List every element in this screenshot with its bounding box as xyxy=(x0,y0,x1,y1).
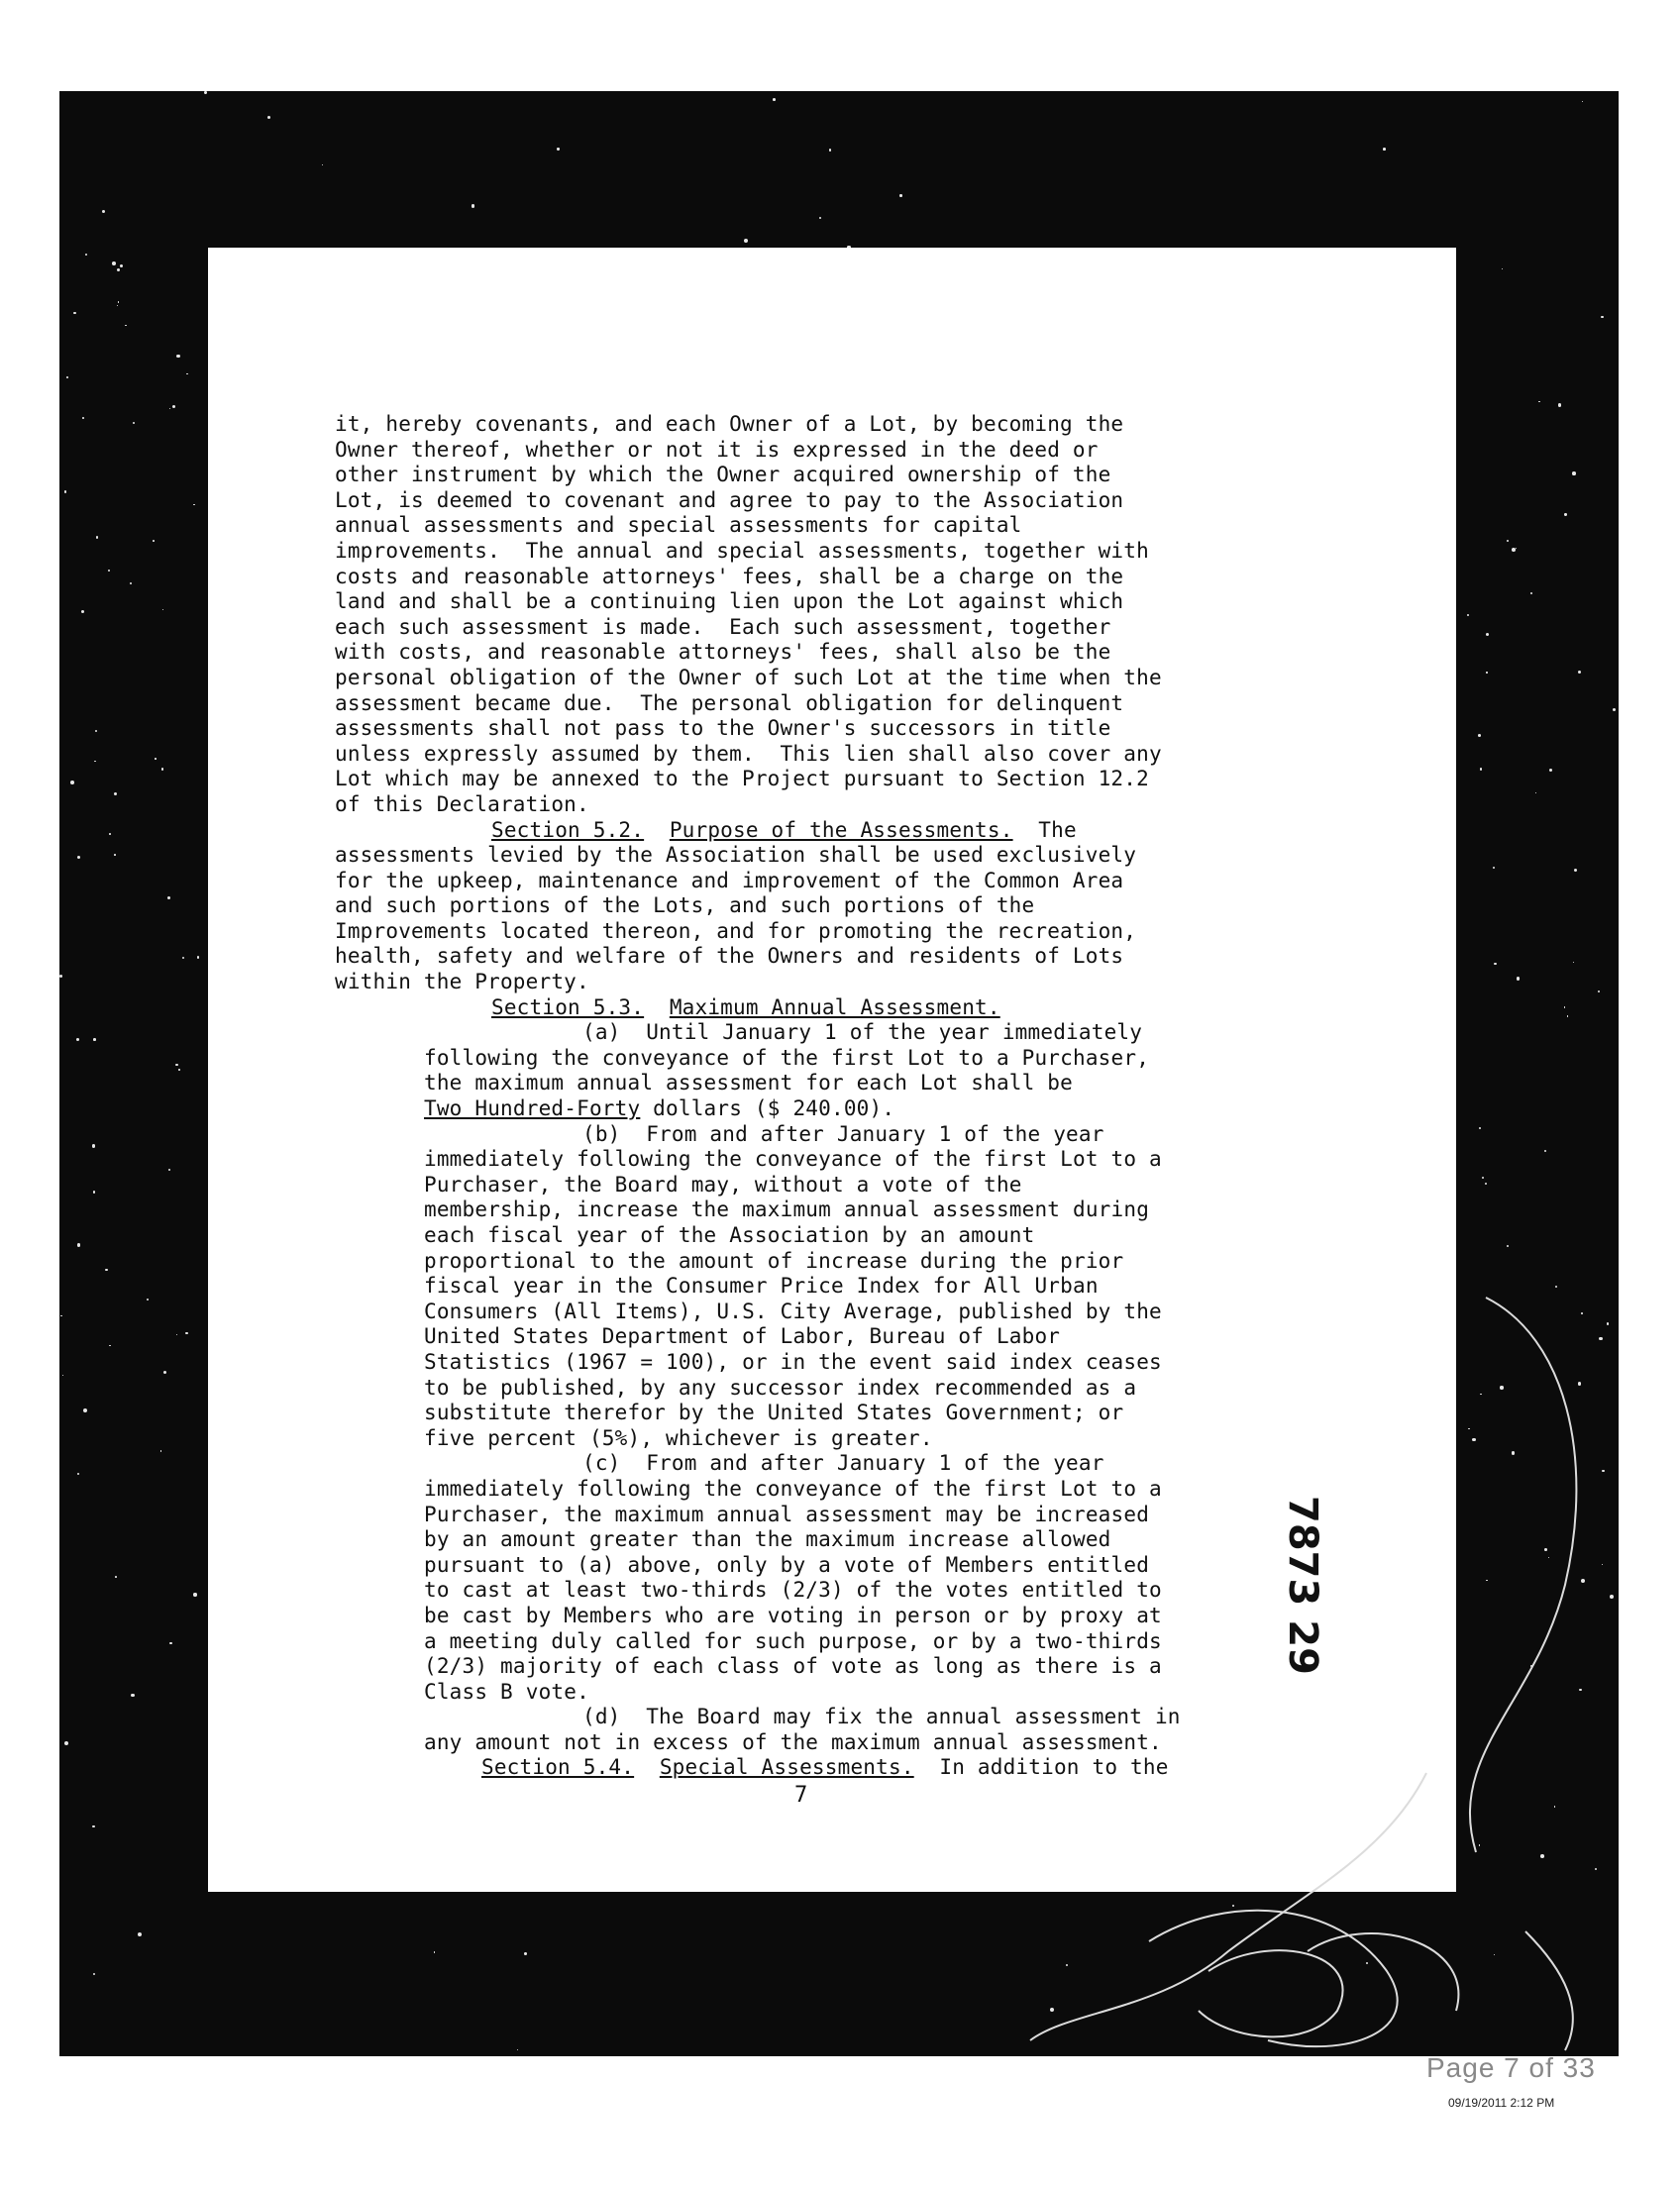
text-run: for the upkeep, maintenance and improvement of the Common Area xyxy=(335,868,1124,892)
scan-speck xyxy=(77,1473,79,1475)
text-run: any amount not in excess of the maximum annual assessment. xyxy=(424,1729,1162,1754)
scan-speck xyxy=(73,312,75,314)
section-5-2-line xyxy=(335,843,1325,869)
text-run: costs and reasonable attorneys' fees, shall be a charge on the xyxy=(335,564,1124,588)
text-run: each such assessment is made. Each such assessment, together xyxy=(335,614,1111,639)
scan-speck xyxy=(115,1576,117,1578)
margin-stamp xyxy=(1280,1496,1365,1733)
scan-speck xyxy=(83,1408,87,1412)
scan-speck xyxy=(77,1243,80,1246)
body-line xyxy=(335,513,1325,539)
para-b-line xyxy=(335,1274,1325,1300)
para-c-line xyxy=(335,1629,1325,1655)
scan-speck xyxy=(1598,990,1600,992)
text-run: immediately following the conveyance of the first Lot to a xyxy=(424,1147,1162,1172)
scan-speck xyxy=(1486,633,1489,636)
text-run: (c) From and after January 1 of the year xyxy=(582,1451,1104,1476)
para-b-line xyxy=(335,1173,1325,1198)
scan-speck xyxy=(322,164,323,165)
text-run: Lot, is deemed to covenant and agree to pay to the Association xyxy=(335,487,1124,512)
scan-speck xyxy=(133,422,135,424)
scan-speck xyxy=(1578,671,1582,675)
para-a-line xyxy=(335,1071,1325,1096)
scan-speck xyxy=(1467,614,1469,616)
scan-speck xyxy=(1564,1006,1565,1007)
scan-speck xyxy=(1485,1183,1487,1185)
scan-speck xyxy=(1530,592,1532,594)
body-line xyxy=(335,742,1325,768)
text-run: The xyxy=(1038,817,1077,842)
text-run: the maximum annual assessment for each Lot shall be xyxy=(424,1071,1073,1095)
body-line xyxy=(335,565,1325,590)
scan-speck xyxy=(434,1951,436,1953)
section-5-2-line xyxy=(335,944,1325,970)
footer-page-label: Page 7 of 33 xyxy=(1426,2052,1596,2083)
scan-speck xyxy=(82,417,84,419)
text-run: of this Declaration. xyxy=(335,791,589,816)
scan-speck xyxy=(744,239,748,243)
text-run: it, hereby covenants, and each Owner of a Lot, by becoming the xyxy=(335,412,1124,436)
text-run: (d) The Board may fix the annual assessment in xyxy=(582,1705,1181,1729)
scan-speck xyxy=(1601,316,1603,318)
text-run: fiscal year in the Consumer Price Index for All Urban xyxy=(424,1274,1099,1299)
text-run: dollars ($ 240.00). xyxy=(640,1096,895,1121)
text-run: assessment became due. The personal obligation for delinquent xyxy=(335,690,1124,715)
text-run: to cast at least two-thirds (2/3) of the votes entitled to xyxy=(424,1578,1162,1603)
scan-speck xyxy=(62,1375,64,1377)
body-line xyxy=(335,539,1325,565)
scan-speck xyxy=(130,582,132,584)
scan-speck xyxy=(117,268,120,271)
scan-speck xyxy=(1383,148,1386,151)
scan-speck xyxy=(93,1191,95,1193)
para-c-line xyxy=(335,1654,1325,1680)
scan-speck xyxy=(153,540,155,542)
text-run: (a) Until January 1 of the year immediately xyxy=(582,1020,1143,1045)
scan-speck xyxy=(175,1064,177,1066)
scan-speck xyxy=(1516,548,1517,549)
scan-speck xyxy=(1507,1245,1509,1247)
section-5-2-line xyxy=(335,919,1325,945)
text-run: within the Property. xyxy=(335,970,589,994)
scan-speck xyxy=(1544,1150,1546,1152)
margin-stamp-text: 7873 29 xyxy=(1280,1496,1325,1675)
text-run: assessments levied by the Association shall be used exclusively xyxy=(335,843,1137,868)
scan-speck xyxy=(64,490,67,493)
scan-speck xyxy=(1558,403,1561,406)
text-run: substitute therefor by the United States Government; or xyxy=(424,1401,1124,1425)
scan-speck xyxy=(161,768,163,770)
para-c-line xyxy=(335,1527,1325,1553)
text-run: to be published, by any successor index recommended as a xyxy=(424,1375,1137,1400)
body-line xyxy=(335,767,1325,792)
scan-speck xyxy=(557,148,559,150)
page-number: 7 xyxy=(794,1783,808,1808)
text-run: health, safety and welfare of the Owners and residents of Lots xyxy=(335,944,1124,969)
scan-speck xyxy=(125,325,126,326)
scan-speck xyxy=(197,956,199,958)
scan-speck xyxy=(77,856,80,859)
scan-speck xyxy=(117,305,118,306)
scan-speck xyxy=(70,781,74,784)
para-c-line xyxy=(335,1680,1325,1706)
scan-speck xyxy=(1507,540,1509,542)
scan-speck xyxy=(147,1299,149,1301)
scan-speck xyxy=(176,355,179,358)
scan-speck xyxy=(155,758,157,760)
para-b-line xyxy=(335,1350,1325,1376)
para-b-line xyxy=(335,1147,1325,1173)
underlined-text: Maximum Annual Assessment. xyxy=(669,994,1000,1019)
body-line xyxy=(335,438,1325,464)
scan-speck xyxy=(1613,708,1616,711)
scan-speck xyxy=(94,761,96,763)
text-run: be cast by Members who are voting in person or by proxy at xyxy=(424,1603,1162,1627)
scan-speck xyxy=(1478,734,1481,737)
body-line xyxy=(335,615,1325,641)
scan-speck xyxy=(899,194,901,196)
body-line xyxy=(335,412,1325,438)
scan-speck xyxy=(472,204,474,207)
scan-speck xyxy=(92,1144,95,1147)
para-c-line xyxy=(335,1604,1325,1629)
underlined-text: Special Assessments. xyxy=(659,1755,914,1780)
footer-timestamp: 09/19/2011 2:12 PM xyxy=(1448,2096,1555,2110)
para-b-line xyxy=(335,1223,1325,1249)
text-run: five percent (5%), whichever is greater. xyxy=(424,1425,933,1450)
scan-speck xyxy=(118,301,120,303)
scan-speck xyxy=(1493,867,1495,869)
para-c-line xyxy=(335,1477,1325,1503)
scan-speck xyxy=(1610,1595,1614,1599)
scan-speck xyxy=(1582,101,1583,102)
para-b-first xyxy=(335,1122,1325,1148)
body-line xyxy=(335,691,1325,717)
scan-speck xyxy=(172,405,175,408)
scan-speck xyxy=(131,1694,135,1698)
text-run: United States Department of Labor, Bureau of Labor xyxy=(424,1324,1061,1349)
scan-speck xyxy=(186,373,187,374)
text-run: In addition to the xyxy=(939,1755,1169,1780)
scan-speck xyxy=(95,730,97,732)
para-b-line xyxy=(335,1324,1325,1350)
scan-speck xyxy=(59,975,62,978)
underlined-text: Section 5.2. xyxy=(491,817,645,842)
scan-speck xyxy=(185,1332,188,1335)
para-d-line xyxy=(335,1730,1325,1756)
scan-speck xyxy=(138,1932,142,1936)
para-a-amount xyxy=(335,1096,1325,1122)
scan-speck xyxy=(176,1334,177,1335)
text-run: following the conveyance of the first Lot to a Purchaser, xyxy=(424,1045,1150,1070)
para-c-line xyxy=(335,1578,1325,1604)
scan-speck xyxy=(524,1952,527,1955)
body-line xyxy=(335,463,1325,488)
scan-speck xyxy=(517,2049,518,2050)
text-run: with costs, and reasonable attorneys' fees, shall also be the xyxy=(335,640,1111,665)
text-run: (b) From and after January 1 of the year xyxy=(582,1121,1104,1146)
scan-speck xyxy=(1494,963,1496,965)
scan-speck xyxy=(1479,1127,1481,1129)
scan-speck xyxy=(169,1642,172,1645)
scan-speck xyxy=(1502,268,1503,269)
scan-speck xyxy=(163,1371,166,1374)
text-run: Statistics (1967 = 100), or in the event said index ceases xyxy=(424,1349,1162,1374)
scan-speck xyxy=(93,1038,96,1041)
scan-speck xyxy=(114,792,117,795)
scan-speck xyxy=(204,91,206,93)
scan-speck xyxy=(1574,869,1577,872)
scan-speck xyxy=(162,609,163,610)
para-b-line xyxy=(335,1426,1325,1452)
text-run: Owner thereof, whether or not it is expressed in the deed or xyxy=(335,437,1099,462)
body-line xyxy=(335,792,1325,818)
para-a-line xyxy=(335,1046,1325,1072)
body-line xyxy=(335,716,1325,742)
text-run: each fiscal year of the Association by an amount xyxy=(424,1223,1035,1247)
scan-speck xyxy=(1573,962,1574,963)
section-5-2-line xyxy=(335,970,1325,995)
scan-speck xyxy=(1538,401,1540,403)
body-line xyxy=(335,488,1325,514)
underlined-text: Two Hundred-Forty xyxy=(424,1096,641,1121)
para-d-first xyxy=(335,1705,1325,1730)
body-line xyxy=(335,640,1325,666)
scan-speck xyxy=(1482,1177,1484,1179)
scan-speck xyxy=(102,210,105,213)
text-run: Improvements located thereon, and for promoting the recreation, xyxy=(335,918,1137,943)
scan-speck xyxy=(182,957,184,959)
scan-speck xyxy=(114,854,116,856)
scan-speck xyxy=(1549,769,1552,772)
text-run: a meeting duly called for such purpose, or by a two-thirds xyxy=(424,1628,1162,1653)
text-run: Purchaser, the maximum annual assessment may be increased xyxy=(424,1502,1150,1526)
scan-speck xyxy=(92,1825,95,1828)
scan-speck xyxy=(1535,792,1537,794)
text-run: other instrument by which the Owner acquired ownership of the xyxy=(335,463,1111,487)
scan-speck xyxy=(193,1593,196,1596)
document-body xyxy=(335,412,1325,1781)
scan-speck xyxy=(96,536,99,539)
scan-speck xyxy=(160,1450,161,1451)
text-run: proportional to the amount of increase during the prior xyxy=(424,1248,1124,1273)
scan-speck xyxy=(169,408,170,409)
para-b-line xyxy=(335,1249,1325,1275)
text-run: land and shall be a continuing lien upon the Lot against which xyxy=(335,589,1124,614)
text-run: by an amount greater than the maximum increase allowed xyxy=(424,1527,1111,1552)
para-b-line xyxy=(335,1198,1325,1223)
scan-speck xyxy=(819,217,821,219)
section-5-2-line xyxy=(335,893,1325,919)
text-run: annual assessments and special assessments for capital xyxy=(335,513,1022,538)
para-c-line xyxy=(335,1553,1325,1579)
scan-speck xyxy=(109,833,111,835)
underlined-text: Section 5.3. xyxy=(491,994,645,1019)
scan-speck xyxy=(112,261,116,265)
scan-speck xyxy=(64,1741,68,1745)
scan-speck xyxy=(109,1345,110,1346)
scan-speck xyxy=(168,1169,170,1171)
body-line xyxy=(335,589,1325,615)
section-5-2-line xyxy=(335,869,1325,894)
text-run: Lot which may be annexed to the Project pursuant to Section 12.2 xyxy=(335,767,1149,791)
para-c-line xyxy=(335,1503,1325,1528)
text-run: Purchaser, the Board may, without a vote of the xyxy=(424,1172,1022,1197)
text-run: assessments shall not pass to the Owner's successors in title xyxy=(335,716,1111,741)
para-c-first xyxy=(335,1451,1325,1477)
text-run: Consumers (All Items), U.S. City Average, published by the xyxy=(424,1299,1162,1323)
scan-speck xyxy=(108,570,110,572)
body-line xyxy=(335,666,1325,691)
text-run: (2/3) majority of each class of vote as long as there is a xyxy=(424,1654,1162,1679)
scan-speck xyxy=(105,1269,107,1271)
text-run: improvements. The annual and special assessments, together with xyxy=(335,538,1149,563)
scan-speck xyxy=(167,896,170,899)
text-run: membership, increase the maximum annual assessment during xyxy=(424,1198,1150,1222)
scan-speck xyxy=(1572,471,1576,475)
scan-speck xyxy=(829,149,832,152)
scan-speck xyxy=(76,1038,79,1041)
text-run: personal obligation of the Owner of such Lot at the time when the xyxy=(335,665,1162,689)
scan-speck xyxy=(1486,672,1487,673)
scan-speck xyxy=(1564,513,1566,515)
underlined-text: Section 5.4. xyxy=(481,1755,635,1780)
scan-speck xyxy=(773,98,776,101)
scan-speck xyxy=(93,1973,96,1976)
scan-speck xyxy=(66,376,68,378)
section-5-3-heading xyxy=(335,995,1325,1021)
text-run: immediately following the conveyance of the first Lot to a xyxy=(424,1476,1162,1501)
para-a-first xyxy=(335,1020,1325,1046)
para-b-line xyxy=(335,1300,1325,1325)
scan-speck xyxy=(81,610,84,613)
scan-speck xyxy=(267,116,270,119)
scan-speck xyxy=(1480,768,1482,770)
text-run: Class B vote. xyxy=(424,1679,589,1704)
scan-speck xyxy=(1512,548,1516,552)
scan-speck xyxy=(60,1315,61,1316)
scan-speck xyxy=(178,1069,180,1071)
scan-speck xyxy=(85,254,87,256)
scan-speck xyxy=(1567,1015,1568,1016)
underlined-text: Purpose of the Assessments. xyxy=(669,817,1013,842)
para-b-line xyxy=(335,1401,1325,1426)
section-5-4-heading xyxy=(335,1755,1325,1781)
text-run: pursuant to (a) above, only by a vote of Members entitled xyxy=(424,1552,1150,1577)
text-run: and such portions of the Lots, and such portions of the xyxy=(335,893,1035,918)
scan-speck xyxy=(120,264,123,267)
para-b-line xyxy=(335,1376,1325,1402)
text-run: unless expressly assumed by them. This lien shall also cover any xyxy=(335,741,1162,766)
scan-speck xyxy=(1517,977,1521,981)
section-5-2-heading xyxy=(335,818,1325,844)
scan-speck xyxy=(193,504,194,505)
scan-speck xyxy=(1607,1322,1609,1324)
